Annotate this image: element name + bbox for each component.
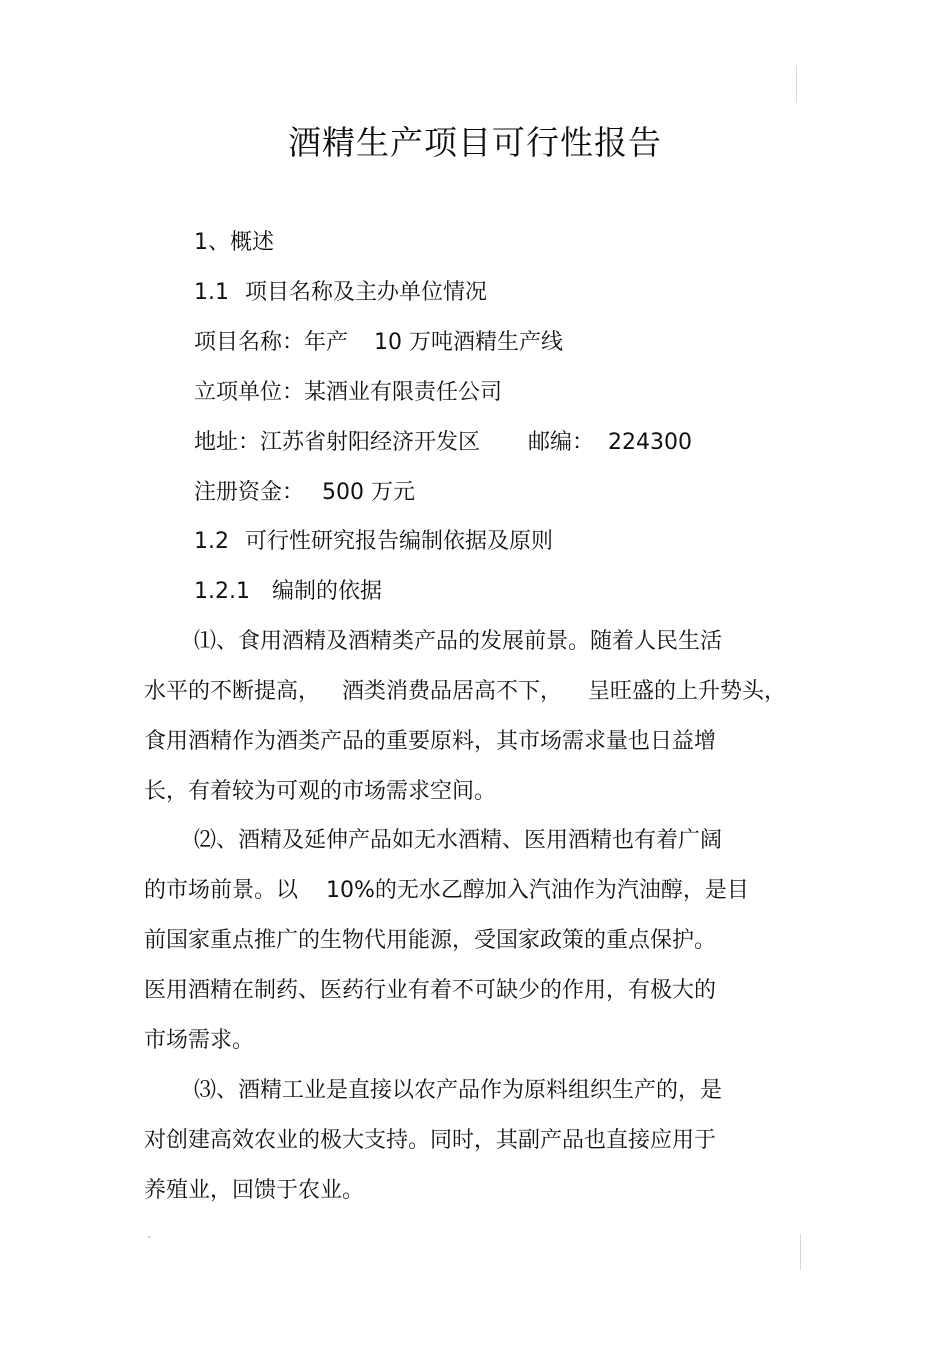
- capital-value: 500 万元: [322, 480, 416, 505]
- section-number: 1.1: [194, 280, 229, 305]
- para1-line2-part1: 水平的不断提高，: [144, 679, 321, 704]
- para2-line1: ⑵、酒精及延伸产品如无水酒精、医用酒精也有着广阔: [194, 828, 723, 853]
- capital-line: [194, 478, 415, 508]
- para2-line2: [144, 876, 749, 906]
- para3-line2: 对创建高效农业的极大支持。同时，其副产品也直接应用于: [144, 1128, 717, 1153]
- section-title: 项目名称及主办单位情况: [245, 280, 488, 305]
- para1-line1: ⑴、食用酒精及酒精类产品的发展前景。随着人民生活: [194, 629, 723, 654]
- section-number: 1.2: [194, 529, 229, 554]
- section-heading-1: 1、概述: [194, 230, 274, 255]
- corner-mark: [148, 1236, 151, 1238]
- para2-line2-part1: 的市场前景。以: [144, 878, 299, 903]
- para2-line4: 医用酒精在制药、医药行业有着不可缺少的作用，有极大的: [144, 978, 717, 1003]
- para1-line2-part2: 酒类消费品居高不下，: [342, 679, 563, 704]
- para1-line2-part3: 呈旺盛的上升势头，: [588, 679, 787, 704]
- section-title: 编制的依据: [271, 579, 382, 604]
- section-number: 1.2.1: [194, 579, 250, 604]
- project-name-line: [194, 328, 563, 358]
- document-title: 酒精生产项目可行性报告: [288, 123, 662, 162]
- section-heading-1-2: [194, 527, 553, 557]
- para2-line5: 市场需求。: [144, 1028, 255, 1053]
- para1-line3: 食用酒精作为酒类产品的重要原料，其市场需求量也日益增: [144, 729, 717, 754]
- top-margin-mark: [796, 66, 797, 102]
- postcode-value: 224300: [608, 430, 693, 455]
- section-heading-1-2-1: [194, 577, 382, 607]
- unit-line: 立项单位：某酒业有限责任公司: [194, 380, 503, 405]
- para1-line4: 长，有着较为可观的市场需求空间。: [144, 779, 497, 804]
- section-title: 可行性研究报告编制依据及原则: [245, 529, 554, 554]
- address-line: [194, 428, 692, 458]
- para1-line2: [144, 677, 786, 707]
- bottom-margin-mark: [800, 1234, 801, 1270]
- project-name-value: 10 万吨酒精生产线: [374, 330, 564, 355]
- project-name-label: 项目名称：年产: [194, 330, 349, 355]
- para2-line2-part2: 10%的无水乙醇加入汽油作为汽油醇，是目: [326, 878, 749, 903]
- capital-label: 注册资金：: [194, 480, 305, 505]
- para2-line3: 前国家重点推广的生物代用能源，受国家政策的重点保护。: [144, 928, 717, 953]
- para3-line1: ⑶、酒精工业是直接以农产品作为原料组织生产的，是: [194, 1078, 723, 1103]
- para3-line3: 养殖业，回馈于农业。: [144, 1178, 365, 1203]
- address-label: 地址：江苏省射阳经济开发区: [194, 430, 481, 455]
- section-heading-1-1: [194, 278, 487, 308]
- postcode-label: 邮编：: [528, 430, 595, 455]
